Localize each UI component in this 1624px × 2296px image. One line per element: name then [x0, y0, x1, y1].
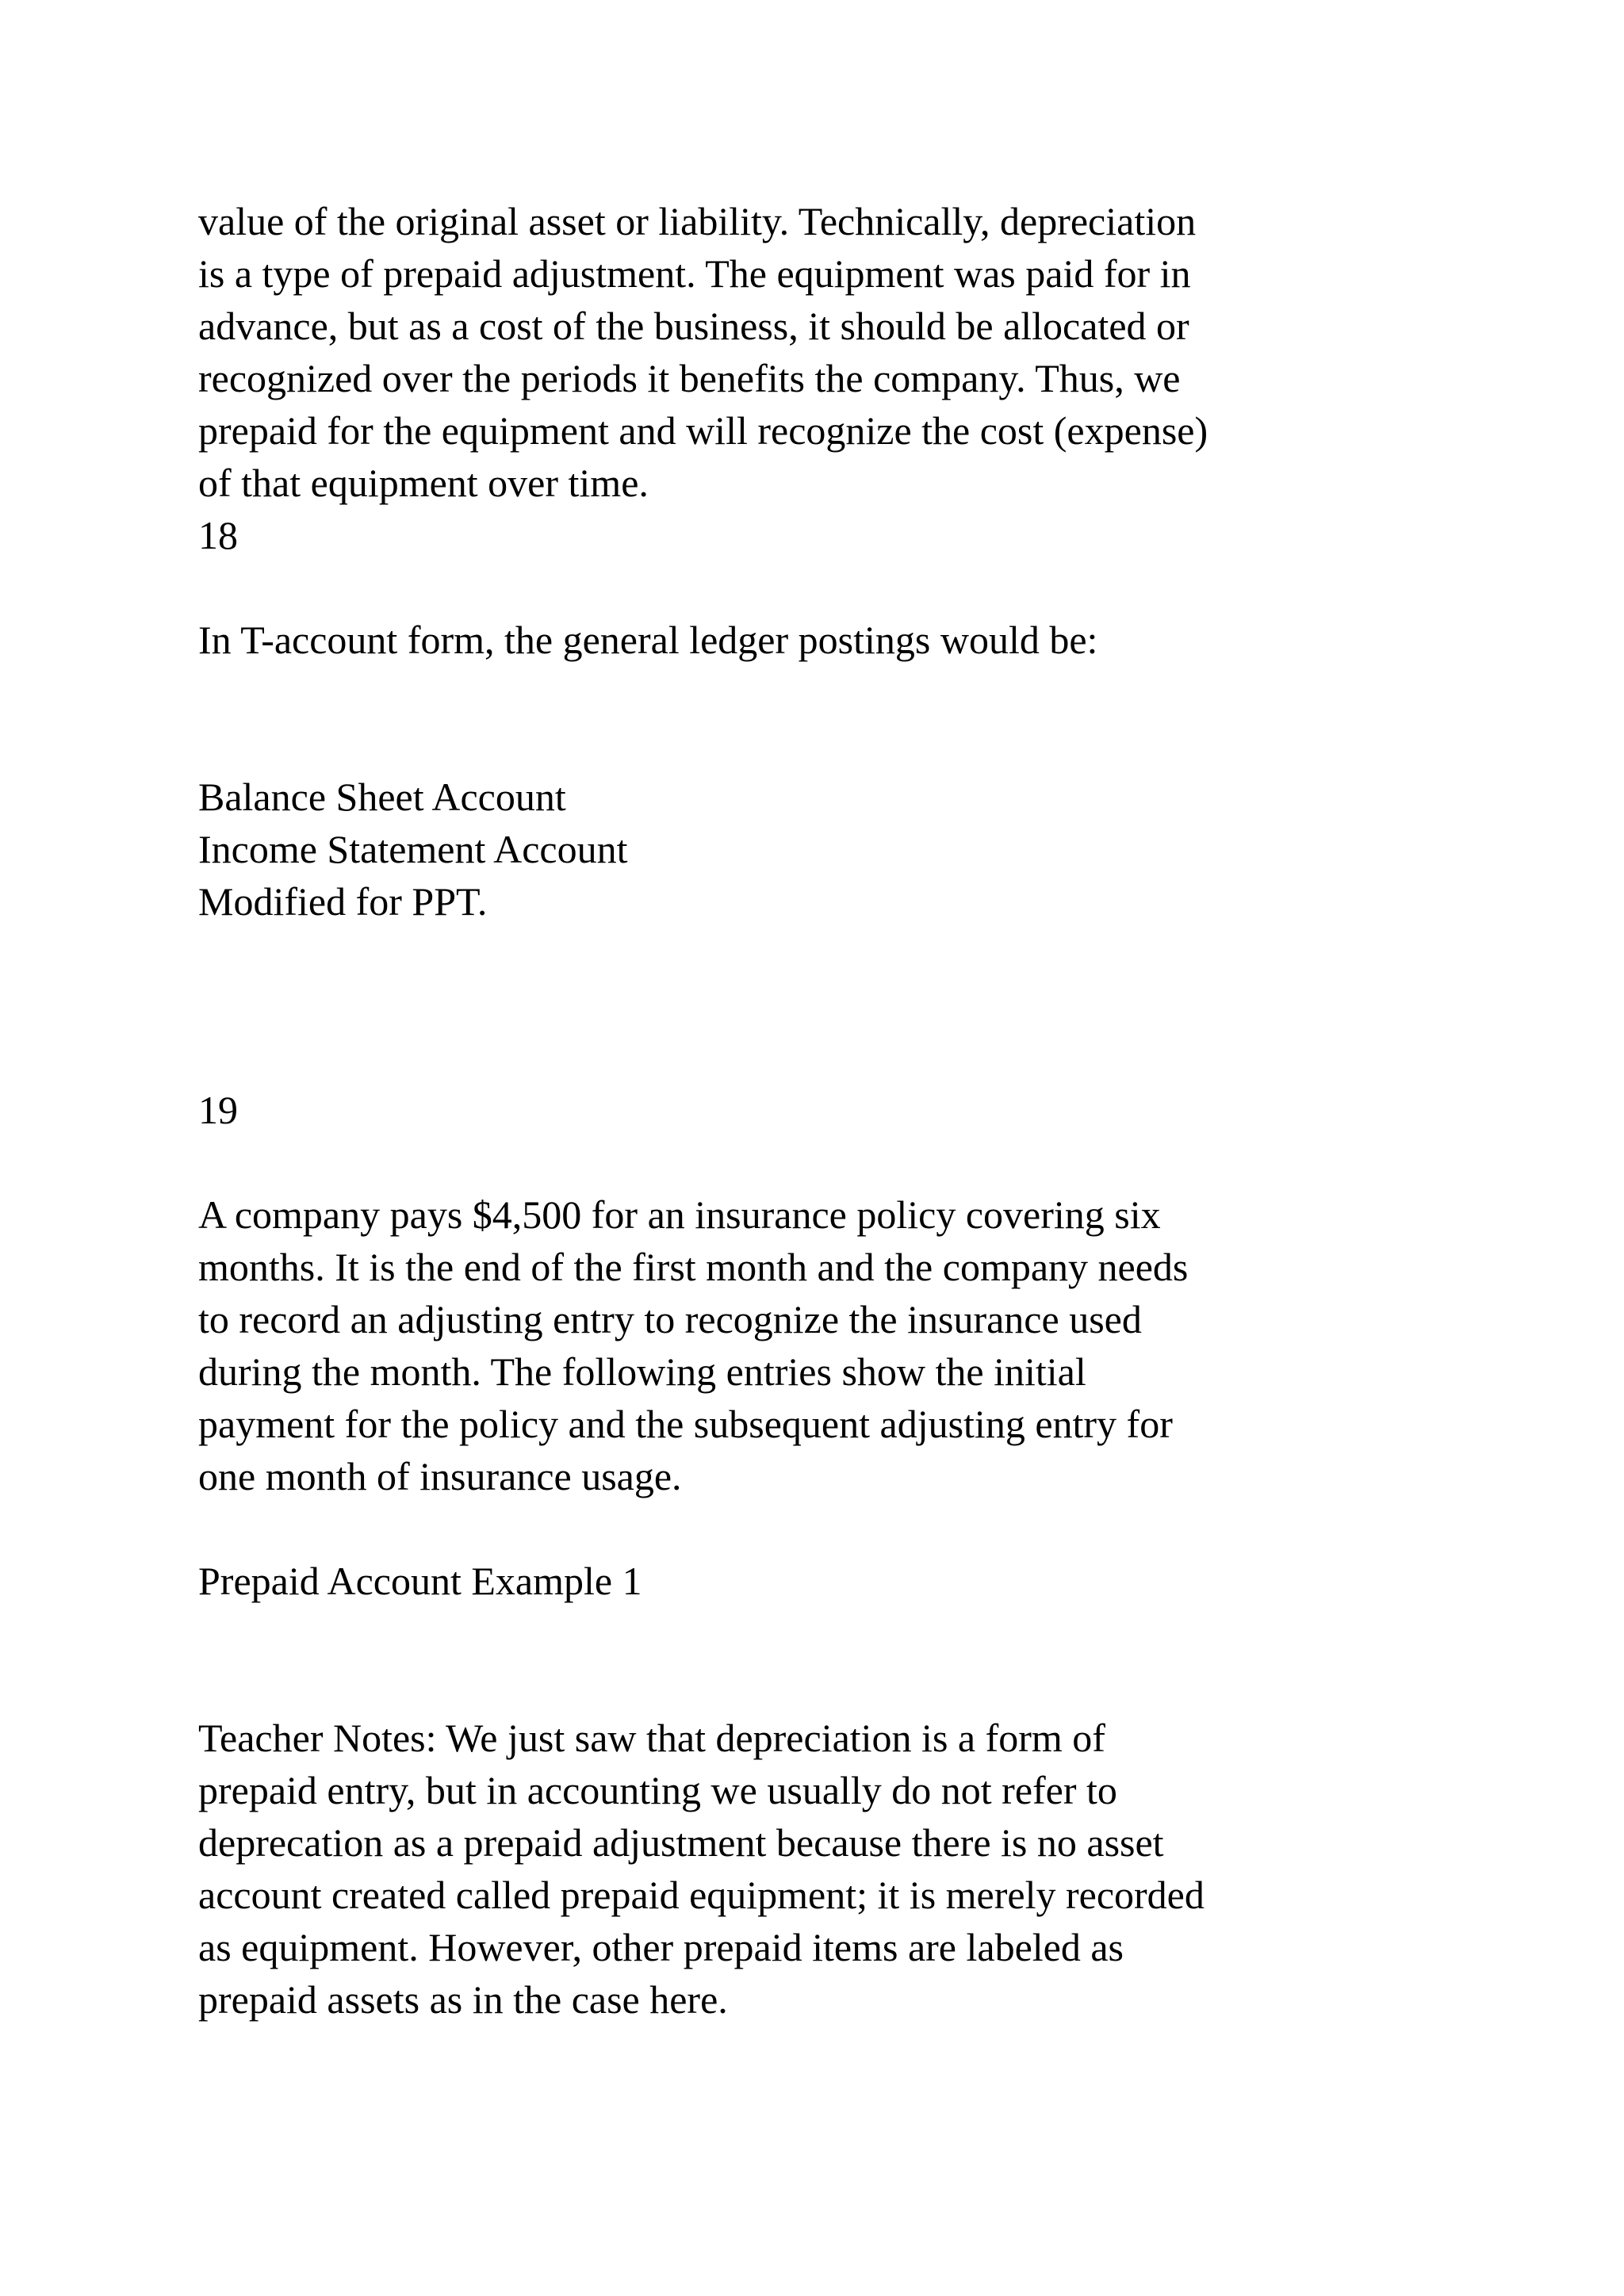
teacher-notes-line-4: account created called prepaid equipment; it is merely recorded: [198, 1873, 1205, 1917]
paragraph-2-line-4: during the month. The following entries show the initial: [198, 1349, 1086, 1394]
modified-for-ppt-label: Modified for PPT.: [198, 879, 488, 924]
teacher-notes-line-2: prepaid entry, but in accounting we usually do not refer to: [198, 1768, 1117, 1812]
paragraph-2-line-3: to record an adjusting entry to recognize the insurance used: [198, 1297, 1142, 1341]
teacher-notes-line-3: deprecation as a prepaid adjustment because there is no asset: [198, 1820, 1164, 1865]
paragraph-1-line-5: prepaid for the equipment and will recognize the cost (expense): [198, 408, 1208, 453]
paragraph-1-line-1: value of the original asset or liability. Technically, depreciation: [198, 199, 1197, 243]
paragraph-2-line-2: months. It is the end of the first month and the company needs: [198, 1245, 1189, 1289]
paragraph-2-line-5: payment for the policy and the subsequent adjusting entry for: [198, 1402, 1173, 1446]
paragraph-1-line-6: of that equipment over time.: [198, 461, 649, 505]
example-title: Prepaid Account Example 1: [198, 1559, 642, 1603]
slide-number-18: 18: [198, 513, 238, 557]
balance-sheet-account-label: Balance Sheet Account: [198, 775, 566, 819]
teacher-notes-line-5: as equipment. However, other prepaid items are labeled as: [198, 1925, 1124, 1969]
paragraph-1-line-4: recognized over the periods it benefits the company. Thus, we: [198, 356, 1181, 400]
slide-number-19: 19: [198, 1088, 238, 1132]
teacher-notes-line-1: Teacher Notes: We just saw that depreciation is a form of: [198, 1716, 1105, 1760]
paragraph-1-line-2: is a type of prepaid adjustment. The equipment was paid for in: [198, 251, 1191, 296]
income-statement-account-label: Income Statement Account: [198, 827, 628, 871]
t-account-intro: In T-account form, the general ledger postings would be:: [198, 618, 1098, 662]
paragraph-2-line-1: A company pays $4,500 for an insurance policy covering six: [198, 1192, 1161, 1237]
paragraph-1-line-3: advance, but as a cost of the business, it should be allocated or: [198, 304, 1189, 348]
teacher-notes-line-6: prepaid assets as in the case here.: [198, 1977, 728, 2022]
paragraph-2-line-6: one month of insurance usage.: [198, 1454, 682, 1498]
